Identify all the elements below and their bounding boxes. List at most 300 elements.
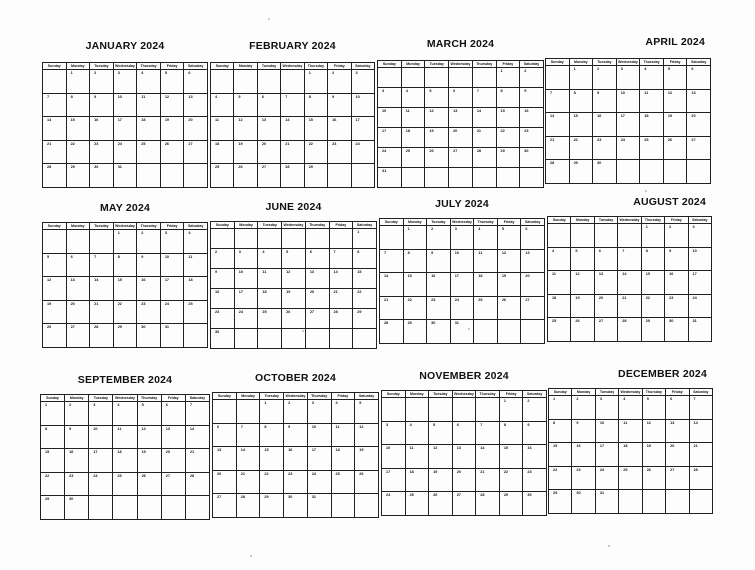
day-cell: 1 <box>549 396 572 420</box>
day-cell: 1 <box>641 224 664 248</box>
day-cell: 10 <box>234 269 258 289</box>
day-cell: 11 <box>113 425 137 449</box>
weekday-label: Tuesday <box>427 219 451 226</box>
day-cell: 30 <box>665 318 688 342</box>
weekday-label: Sunday <box>378 61 402 68</box>
day-cell: 10 <box>450 249 474 273</box>
day-cell: 5 <box>425 88 449 108</box>
week-row <box>211 289 377 309</box>
day-cell: 24 <box>160 300 184 324</box>
day-cell: 12 <box>663 89 687 113</box>
day-cell: 29 <box>353 309 377 329</box>
day-cell: 14 <box>90 277 114 301</box>
day-cell: 5 <box>429 421 453 445</box>
day-cell: 13 <box>213 447 237 471</box>
day-cell: 9 <box>520 88 544 108</box>
empty-day-cell <box>160 164 184 188</box>
day-cell: 28 <box>618 318 641 342</box>
empty-day-cell <box>476 398 500 422</box>
empty-day-cell <box>474 320 498 344</box>
day-cell: 22 <box>304 140 327 164</box>
week-row <box>213 423 379 447</box>
day-cell: 29 <box>304 164 327 188</box>
week-row <box>211 70 375 94</box>
day-cell: 14 <box>380 273 404 297</box>
day-cell: 22 <box>353 289 377 309</box>
week-row <box>549 443 713 467</box>
weekday-label: Tuesday <box>257 63 280 70</box>
weekday-label: Sunday <box>549 389 572 396</box>
day-cell: 4 <box>401 88 425 108</box>
day-cell: 30 <box>523 492 547 516</box>
day-cell: 20 <box>213 470 237 494</box>
day-cell: 14 <box>43 117 67 141</box>
day-cell: 9 <box>284 423 308 447</box>
day-cell: 8 <box>569 89 593 113</box>
day-cell: 25 <box>619 466 642 490</box>
day-cell: 15 <box>66 117 90 141</box>
week-row <box>43 70 208 94</box>
weekday-label: Tuesday <box>595 389 618 396</box>
day-cell: 20 <box>66 300 90 324</box>
day-cell: 2 <box>328 70 351 94</box>
day-cell: 25 <box>137 140 161 164</box>
day-cell: 8 <box>496 88 520 108</box>
empty-day-cell <box>378 68 402 88</box>
day-cell: 16 <box>328 117 351 141</box>
week-row <box>211 117 375 141</box>
day-cell: 3 <box>450 226 474 250</box>
day-cell: 27 <box>687 136 711 160</box>
week-row <box>380 296 545 320</box>
empty-day-cell <box>425 68 449 88</box>
day-cell: 23 <box>572 466 595 490</box>
empty-day-cell <box>137 496 161 520</box>
empty-day-cell <box>401 168 425 188</box>
empty-day-cell <box>452 398 476 422</box>
empty-day-cell <box>429 398 453 422</box>
day-cell: 20 <box>184 117 208 141</box>
week-row <box>549 490 713 514</box>
day-cell: 5 <box>571 247 594 271</box>
weekday-header-row <box>378 61 544 68</box>
day-cell: 13 <box>449 108 473 128</box>
day-cell: 8 <box>66 93 90 117</box>
day-cell: 13 <box>666 419 689 443</box>
empty-day-cell <box>546 66 570 90</box>
day-cell: 2 <box>90 70 114 94</box>
empty-day-cell <box>234 329 258 349</box>
day-cell: 25 <box>211 164 234 188</box>
day-cell: 7 <box>90 253 114 277</box>
weekday-label: Sunday <box>43 63 67 70</box>
day-cell: 29 <box>569 160 593 184</box>
day-cell: 26 <box>137 472 161 496</box>
day-cell: 8 <box>499 421 523 445</box>
day-cell: 30 <box>427 320 451 344</box>
day-cell: 14 <box>618 271 641 295</box>
weekday-label: Thursday <box>476 391 500 398</box>
day-cell: 22 <box>66 140 90 164</box>
day-cell: 23 <box>90 140 114 164</box>
empty-day-cell <box>236 400 260 424</box>
day-cell: 19 <box>282 289 306 309</box>
week-row <box>378 88 544 108</box>
week-row <box>211 269 377 289</box>
day-cell: 7 <box>380 249 404 273</box>
scan-speck <box>302 330 304 332</box>
weekday-header-row <box>548 217 712 224</box>
day-cell: 8 <box>113 253 137 277</box>
weekday-label: Sunday <box>380 219 404 226</box>
empty-day-cell <box>355 494 379 518</box>
empty-day-cell <box>640 160 664 184</box>
weekday-label: Monday <box>65 395 89 402</box>
week-row <box>382 445 547 469</box>
week-row <box>211 249 377 269</box>
day-cell: 28 <box>90 324 114 348</box>
day-cell: 13 <box>184 93 208 117</box>
day-cell: 25 <box>113 472 137 496</box>
day-cell: 16 <box>427 273 451 297</box>
day-cell: 12 <box>234 117 257 141</box>
day-cell: 1 <box>499 398 523 422</box>
day-cell: 30 <box>137 324 161 348</box>
month-8 <box>547 196 712 356</box>
empty-day-cell <box>211 229 235 249</box>
day-cell: 2 <box>65 402 89 426</box>
day-cell: 11 <box>331 423 355 447</box>
day-cell: 2 <box>520 68 544 88</box>
day-cell: 5 <box>234 93 257 117</box>
week-row <box>211 329 377 349</box>
day-cell: 17 <box>616 113 640 137</box>
day-cell: 13 <box>257 117 280 141</box>
empty-day-cell <box>616 160 640 184</box>
scan-speck <box>250 555 252 557</box>
week-row <box>380 226 545 250</box>
day-cell: 13 <box>452 445 476 469</box>
empty-day-cell <box>90 230 114 254</box>
day-cell: 29 <box>641 318 664 342</box>
weekday-label: Friday <box>496 61 520 68</box>
day-cell: 15 <box>403 273 427 297</box>
day-cell: 20 <box>521 273 545 297</box>
day-cell: 7 <box>476 421 500 445</box>
month-grid <box>40 394 210 520</box>
day-cell: 14 <box>546 113 570 137</box>
weekday-label: Tuesday <box>429 391 453 398</box>
day-cell: 28 <box>472 148 496 168</box>
day-cell: 31 <box>688 318 711 342</box>
day-cell: 11 <box>401 108 425 128</box>
month-3 <box>377 38 544 200</box>
weekday-label: Monday <box>571 217 594 224</box>
weekday-label: Tuesday <box>90 223 114 230</box>
empty-day-cell <box>689 490 712 514</box>
weekday-label: Wednesday <box>115 224 135 228</box>
day-cell: 6 <box>687 66 711 90</box>
week-row <box>43 324 208 348</box>
month-11 <box>381 370 547 530</box>
weekday-label: Monday <box>405 391 429 398</box>
month-title: JUNE 2024 <box>265 201 322 213</box>
weekday-label: Wednesday <box>282 64 303 68</box>
day-cell: 7 <box>236 423 260 447</box>
weekday-label: Thursday <box>305 222 329 229</box>
day-cell: 3 <box>616 66 640 90</box>
weekday-label: Wednesday <box>620 390 641 394</box>
day-cell: 26 <box>282 309 306 329</box>
day-cell: 17 <box>378 128 402 148</box>
weekday-label: Tuesday <box>425 61 449 68</box>
week-row <box>546 113 711 137</box>
day-cell: 2 <box>137 230 161 254</box>
empty-day-cell <box>618 224 641 248</box>
weekday-label: Friday <box>160 223 184 230</box>
week-row <box>211 93 375 117</box>
weekday-label: Monday <box>401 61 425 68</box>
day-cell: 6 <box>184 70 208 94</box>
day-cell: 15 <box>113 277 137 301</box>
weekday-label: Wednesday <box>619 218 640 222</box>
day-cell: 11 <box>211 117 234 141</box>
week-row <box>213 400 379 424</box>
day-cell: 24 <box>351 140 374 164</box>
month-grid <box>545 58 711 184</box>
month-grid <box>547 216 712 342</box>
day-cell: 3 <box>595 396 618 420</box>
empty-day-cell <box>281 70 304 94</box>
empty-day-cell <box>497 320 521 344</box>
weekday-header-row <box>213 393 379 400</box>
day-cell: 23 <box>211 309 235 329</box>
empty-day-cell <box>405 398 429 422</box>
empty-day-cell <box>329 329 353 349</box>
empty-day-cell <box>161 496 185 520</box>
week-row <box>546 160 711 184</box>
day-cell: 24 <box>688 294 711 318</box>
day-cell: 20 <box>305 289 329 309</box>
weekday-label: Sunday <box>213 393 237 400</box>
month-grid <box>210 62 375 188</box>
day-cell: 20 <box>594 294 617 318</box>
day-cell: 9 <box>572 419 595 443</box>
weekday-label: Saturday <box>185 395 209 402</box>
day-cell: 21 <box>546 136 570 160</box>
week-row <box>382 398 547 422</box>
week-row <box>43 300 208 324</box>
month-grid <box>381 390 547 516</box>
month-1 <box>42 40 208 202</box>
day-cell: 31 <box>450 320 474 344</box>
month-grid <box>42 222 208 348</box>
day-cell: 30 <box>65 496 89 520</box>
day-cell: 18 <box>640 113 664 137</box>
weekday-header-row <box>549 389 713 396</box>
day-cell: 4 <box>548 247 571 271</box>
day-cell: 26 <box>425 148 449 168</box>
weekday-label: Thursday <box>642 389 665 396</box>
day-cell: 15 <box>569 113 593 137</box>
day-cell: 17 <box>234 289 258 309</box>
day-cell: 27 <box>66 324 90 348</box>
empty-day-cell <box>211 70 234 94</box>
weekday-label: Monday <box>66 63 90 70</box>
day-cell: 28 <box>185 472 209 496</box>
empty-day-cell <box>351 164 374 188</box>
week-row <box>548 294 712 318</box>
day-cell: 9 <box>593 89 617 113</box>
weekday-label: Saturday <box>353 222 377 229</box>
day-cell: 24 <box>378 148 402 168</box>
weekday-label: Tuesday <box>593 59 617 66</box>
week-row <box>41 425 210 449</box>
day-cell: 9 <box>65 425 89 449</box>
day-cell: 31 <box>595 490 618 514</box>
day-cell: 21 <box>689 443 712 467</box>
weekday-label: Thursday <box>474 219 498 226</box>
day-cell: 25 <box>548 318 571 342</box>
month-grid <box>210 221 377 349</box>
day-cell: 12 <box>497 249 521 273</box>
day-cell: 9 <box>523 421 547 445</box>
week-row <box>211 164 375 188</box>
weekday-label: Thursday <box>137 223 161 230</box>
day-cell: 27 <box>594 318 617 342</box>
day-cell: 19 <box>425 128 449 148</box>
weekday-label: Tuesday <box>89 395 113 402</box>
empty-day-cell <box>305 229 329 249</box>
day-cell: 30 <box>520 148 544 168</box>
day-cell: 9 <box>211 269 235 289</box>
day-cell: 4 <box>258 249 282 269</box>
day-cell: 8 <box>41 425 65 449</box>
day-cell: 16 <box>211 289 235 309</box>
scan-speck <box>468 328 470 330</box>
day-cell: 9 <box>427 249 451 273</box>
day-cell: 17 <box>382 468 406 492</box>
empty-day-cell <box>66 230 90 254</box>
day-cell: 4 <box>113 402 137 426</box>
weekday-label: Wednesday <box>285 394 306 398</box>
empty-day-cell <box>89 496 113 520</box>
day-cell: 19 <box>642 443 665 467</box>
day-cell: 27 <box>521 296 545 320</box>
weekday-label: Sunday <box>546 59 570 66</box>
day-cell: 27 <box>213 494 237 518</box>
day-cell: 3 <box>688 224 711 248</box>
day-cell: 8 <box>549 419 572 443</box>
day-cell: 24 <box>595 466 618 490</box>
weekday-label: Wednesday <box>283 223 304 227</box>
day-cell: 11 <box>405 445 429 469</box>
day-cell: 25 <box>640 136 664 160</box>
weekday-label: Sunday <box>382 391 406 398</box>
day-cell: 27 <box>184 140 208 164</box>
weekday-label: Thursday <box>640 59 664 66</box>
weekday-label: Monday <box>234 63 257 70</box>
day-cell: 1 <box>113 230 137 254</box>
day-cell: 1 <box>304 70 327 94</box>
day-cell: 5 <box>663 66 687 90</box>
empty-day-cell <box>382 398 406 422</box>
day-cell: 25 <box>405 492 429 516</box>
day-cell: 5 <box>642 396 665 420</box>
day-cell: 7 <box>472 88 496 108</box>
day-cell: 29 <box>66 164 90 188</box>
day-cell: 22 <box>41 472 65 496</box>
day-cell: 16 <box>90 117 114 141</box>
empty-day-cell <box>619 490 642 514</box>
day-cell: 8 <box>304 93 327 117</box>
day-cell: 17 <box>89 449 113 473</box>
day-cell: 16 <box>572 443 595 467</box>
day-cell: 13 <box>161 425 185 449</box>
day-cell: 3 <box>113 70 137 94</box>
day-cell: 4 <box>331 400 355 424</box>
week-row <box>378 168 544 188</box>
empty-day-cell <box>331 494 355 518</box>
week-row <box>43 230 208 254</box>
day-cell: 30 <box>211 329 235 349</box>
week-row <box>548 247 712 271</box>
day-cell: 15 <box>41 449 65 473</box>
weekday-label: Sunday <box>211 63 234 70</box>
day-cell: 23 <box>523 468 547 492</box>
week-row <box>41 472 210 496</box>
week-row <box>382 421 547 445</box>
day-cell: 30 <box>284 494 308 518</box>
empty-day-cell <box>449 68 473 88</box>
month-grid <box>548 388 713 514</box>
day-cell: 18 <box>548 294 571 318</box>
day-cell: 24 <box>307 470 331 494</box>
day-cell: 26 <box>160 140 184 164</box>
weekday-label: Saturday <box>689 389 712 396</box>
day-cell: 25 <box>401 148 425 168</box>
week-row <box>213 494 379 518</box>
day-cell: 28 <box>43 164 67 188</box>
day-cell: 11 <box>640 89 664 113</box>
day-cell: 28 <box>236 494 260 518</box>
day-cell: 14 <box>185 425 209 449</box>
day-cell: 20 <box>257 140 280 164</box>
day-cell: 10 <box>595 419 618 443</box>
month-title: MARCH 2024 <box>426 38 495 50</box>
weekday-label: Wednesday <box>454 392 474 396</box>
week-row <box>378 148 544 168</box>
weekday-label: Friday <box>663 59 687 66</box>
week-row <box>41 496 210 520</box>
day-cell: 20 <box>161 449 185 473</box>
weekday-header-row <box>546 59 711 66</box>
month-title: SEPTEMBER 2024 <box>77 374 173 386</box>
month-title: JANUARY 2024 <box>85 40 165 52</box>
day-cell: 22 <box>113 300 137 324</box>
week-row <box>213 447 379 471</box>
day-cell: 31 <box>307 494 331 518</box>
day-cell: 2 <box>523 398 547 422</box>
week-row <box>549 466 713 490</box>
day-cell: 16 <box>520 108 544 128</box>
day-cell: 10 <box>89 425 113 449</box>
weekday-label: Saturday <box>687 59 711 66</box>
day-cell: 8 <box>353 249 377 269</box>
day-cell: 21 <box>329 289 353 309</box>
day-cell: 6 <box>161 402 185 426</box>
day-cell: 7 <box>43 93 67 117</box>
